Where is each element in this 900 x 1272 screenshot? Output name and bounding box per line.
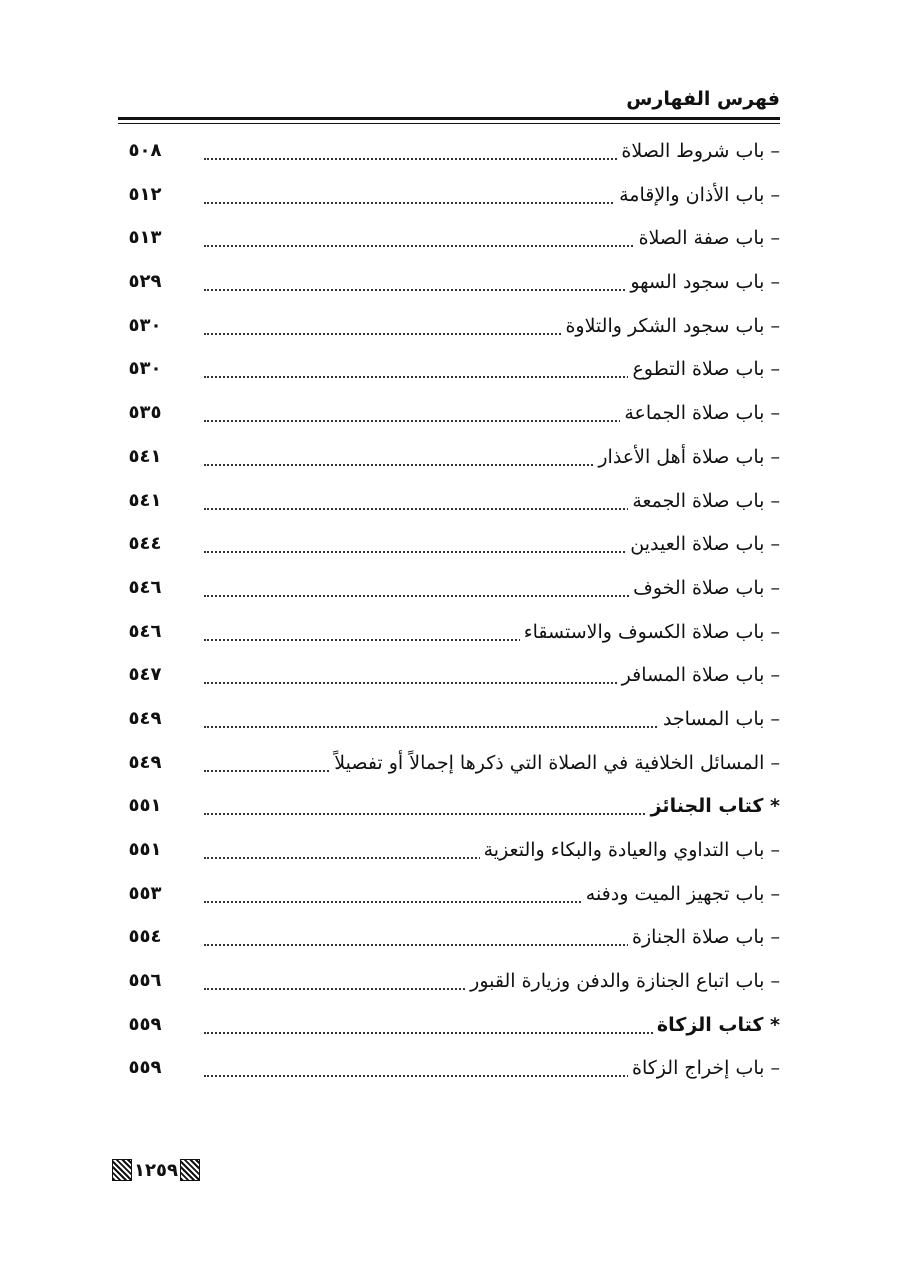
toc-book-entry [118, 787, 780, 831]
toc-chapter-entry [118, 744, 780, 788]
toc-entry-page: ٥٤٦ [128, 576, 162, 598]
toc-chapter-entry [118, 394, 780, 438]
running-header-title: فهرس الفهارس [626, 88, 780, 110]
toc-entry-title: – باب صلاة المسافر [618, 664, 780, 686]
toc-chapter-entry [118, 918, 780, 962]
toc-chapter-entry [118, 831, 780, 875]
toc-entry-title: – باب إخراج الزكاة [628, 1057, 780, 1079]
toc-entry-page: ٥٥١ [128, 839, 162, 860]
toc-entry-title: * كتاب الجنائز [647, 795, 780, 817]
toc-entry-page: ٥٤١ [128, 445, 162, 467]
toc-entry-page: ٥٤٧ [128, 664, 162, 686]
toc-entry-title: – باب تجهيز الميت ودفنه [582, 883, 780, 905]
toc-entry-page: ٥٠٨ [128, 140, 162, 161]
header-rule-thick [118, 117, 780, 120]
toc-entry-page: ٥٥٩ [128, 1013, 162, 1035]
toc-chapter-entry [118, 350, 780, 394]
toc-entry-page: ٥٥٩ [128, 1057, 162, 1079]
toc-chapter-entry [118, 132, 780, 176]
toc-entry-title: – باب صلاة الجنازة [628, 926, 780, 948]
toc-entry-title: – باب صلاة أهل الأعذار [594, 446, 780, 468]
toc-entry-title: – باب سجود السهو [626, 271, 780, 293]
toc-entry-page: ٥٢٩ [128, 271, 162, 293]
toc-book-entry [118, 1006, 780, 1050]
ornament-left-icon [112, 1159, 132, 1181]
toc-entry-page: ٥١٢ [128, 183, 162, 205]
toc-chapter-entry [118, 263, 780, 307]
toc-chapter-entry [118, 525, 780, 569]
page-number: ١٢٥٩ [134, 1159, 178, 1181]
toc-entry-title: – باب صلاة التطوع [628, 358, 780, 380]
toc-entry-title: – باب التداوي والعيادة والبكاء والتعزية [480, 839, 780, 861]
toc-entry-page: ٥٣٠ [128, 358, 162, 380]
toc-entry-page: ٥٤٤ [128, 533, 162, 555]
toc-chapter-entry [118, 219, 780, 263]
toc-entry-title: * كتاب الزكاة [653, 1014, 780, 1036]
toc-chapter-entry [118, 962, 780, 1006]
toc-entry-title: – باب شروط الصلاة [617, 140, 780, 162]
toc-chapter-entry [118, 307, 780, 351]
toc-entry-title: – المسائل الخلافية في الصلاة التي ذكرها إجمالاً أو تفصيلاً [330, 752, 780, 774]
toc-entry-title: – باب صلاة الكسوف والاستسقاء [520, 621, 780, 643]
toc-entry-page: ٥٤٩ [128, 707, 162, 729]
toc-chapter-entry [118, 613, 780, 657]
toc-entry-title: – باب صلاة الخوف [629, 577, 780, 599]
toc-chapter-entry [118, 875, 780, 919]
page-footer [112, 1158, 200, 1182]
toc-entry-title: – باب صلاة العيدين [626, 533, 780, 555]
toc-chapter-entry [118, 482, 780, 526]
toc-entry-page: ٥٤١ [128, 489, 162, 511]
toc-entry-page: ٥٥١ [128, 795, 162, 817]
toc-chapter-entry [118, 569, 780, 613]
toc-entry-page: ٥٣٥ [128, 402, 162, 424]
toc-entry-page: ٥٥٤ [128, 926, 162, 948]
header-rule-thin [118, 123, 780, 124]
toc-chapter-entry [118, 656, 780, 700]
toc-entry-page: ٥٤٦ [128, 620, 162, 642]
toc-entry-title: – باب صلاة الجمعة [628, 490, 780, 512]
ornament-right-icon [180, 1159, 200, 1181]
toc-entry-title: – باب سجود الشكر والتلاوة [561, 315, 780, 337]
toc-entry-page: ٥٣٠ [128, 314, 162, 336]
toc-entry-page: ٥٤٩ [128, 751, 162, 773]
toc-entry-title: – باب اتباع الجنازة والدفن وزيارة القبور [466, 970, 780, 992]
toc-entry-page: ٥٥٦ [128, 970, 162, 992]
toc-chapter-entry [118, 700, 780, 744]
toc-entry-page: ٥٥٣ [128, 882, 162, 904]
toc-entry-title: – باب الأذان والإقامة [615, 184, 780, 206]
toc-entry-title: – باب صفة الصلاة [635, 227, 780, 249]
toc-chapter-entry [118, 1049, 780, 1093]
table-of-contents [118, 132, 780, 1093]
toc-chapter-entry [118, 438, 780, 482]
toc-entry-page: ٥١٣ [128, 227, 162, 249]
toc-chapter-entry [118, 176, 780, 220]
toc-entry-title: – باب المساجد [659, 708, 780, 730]
toc-entry-title: – باب صلاة الجماعة [620, 402, 780, 424]
